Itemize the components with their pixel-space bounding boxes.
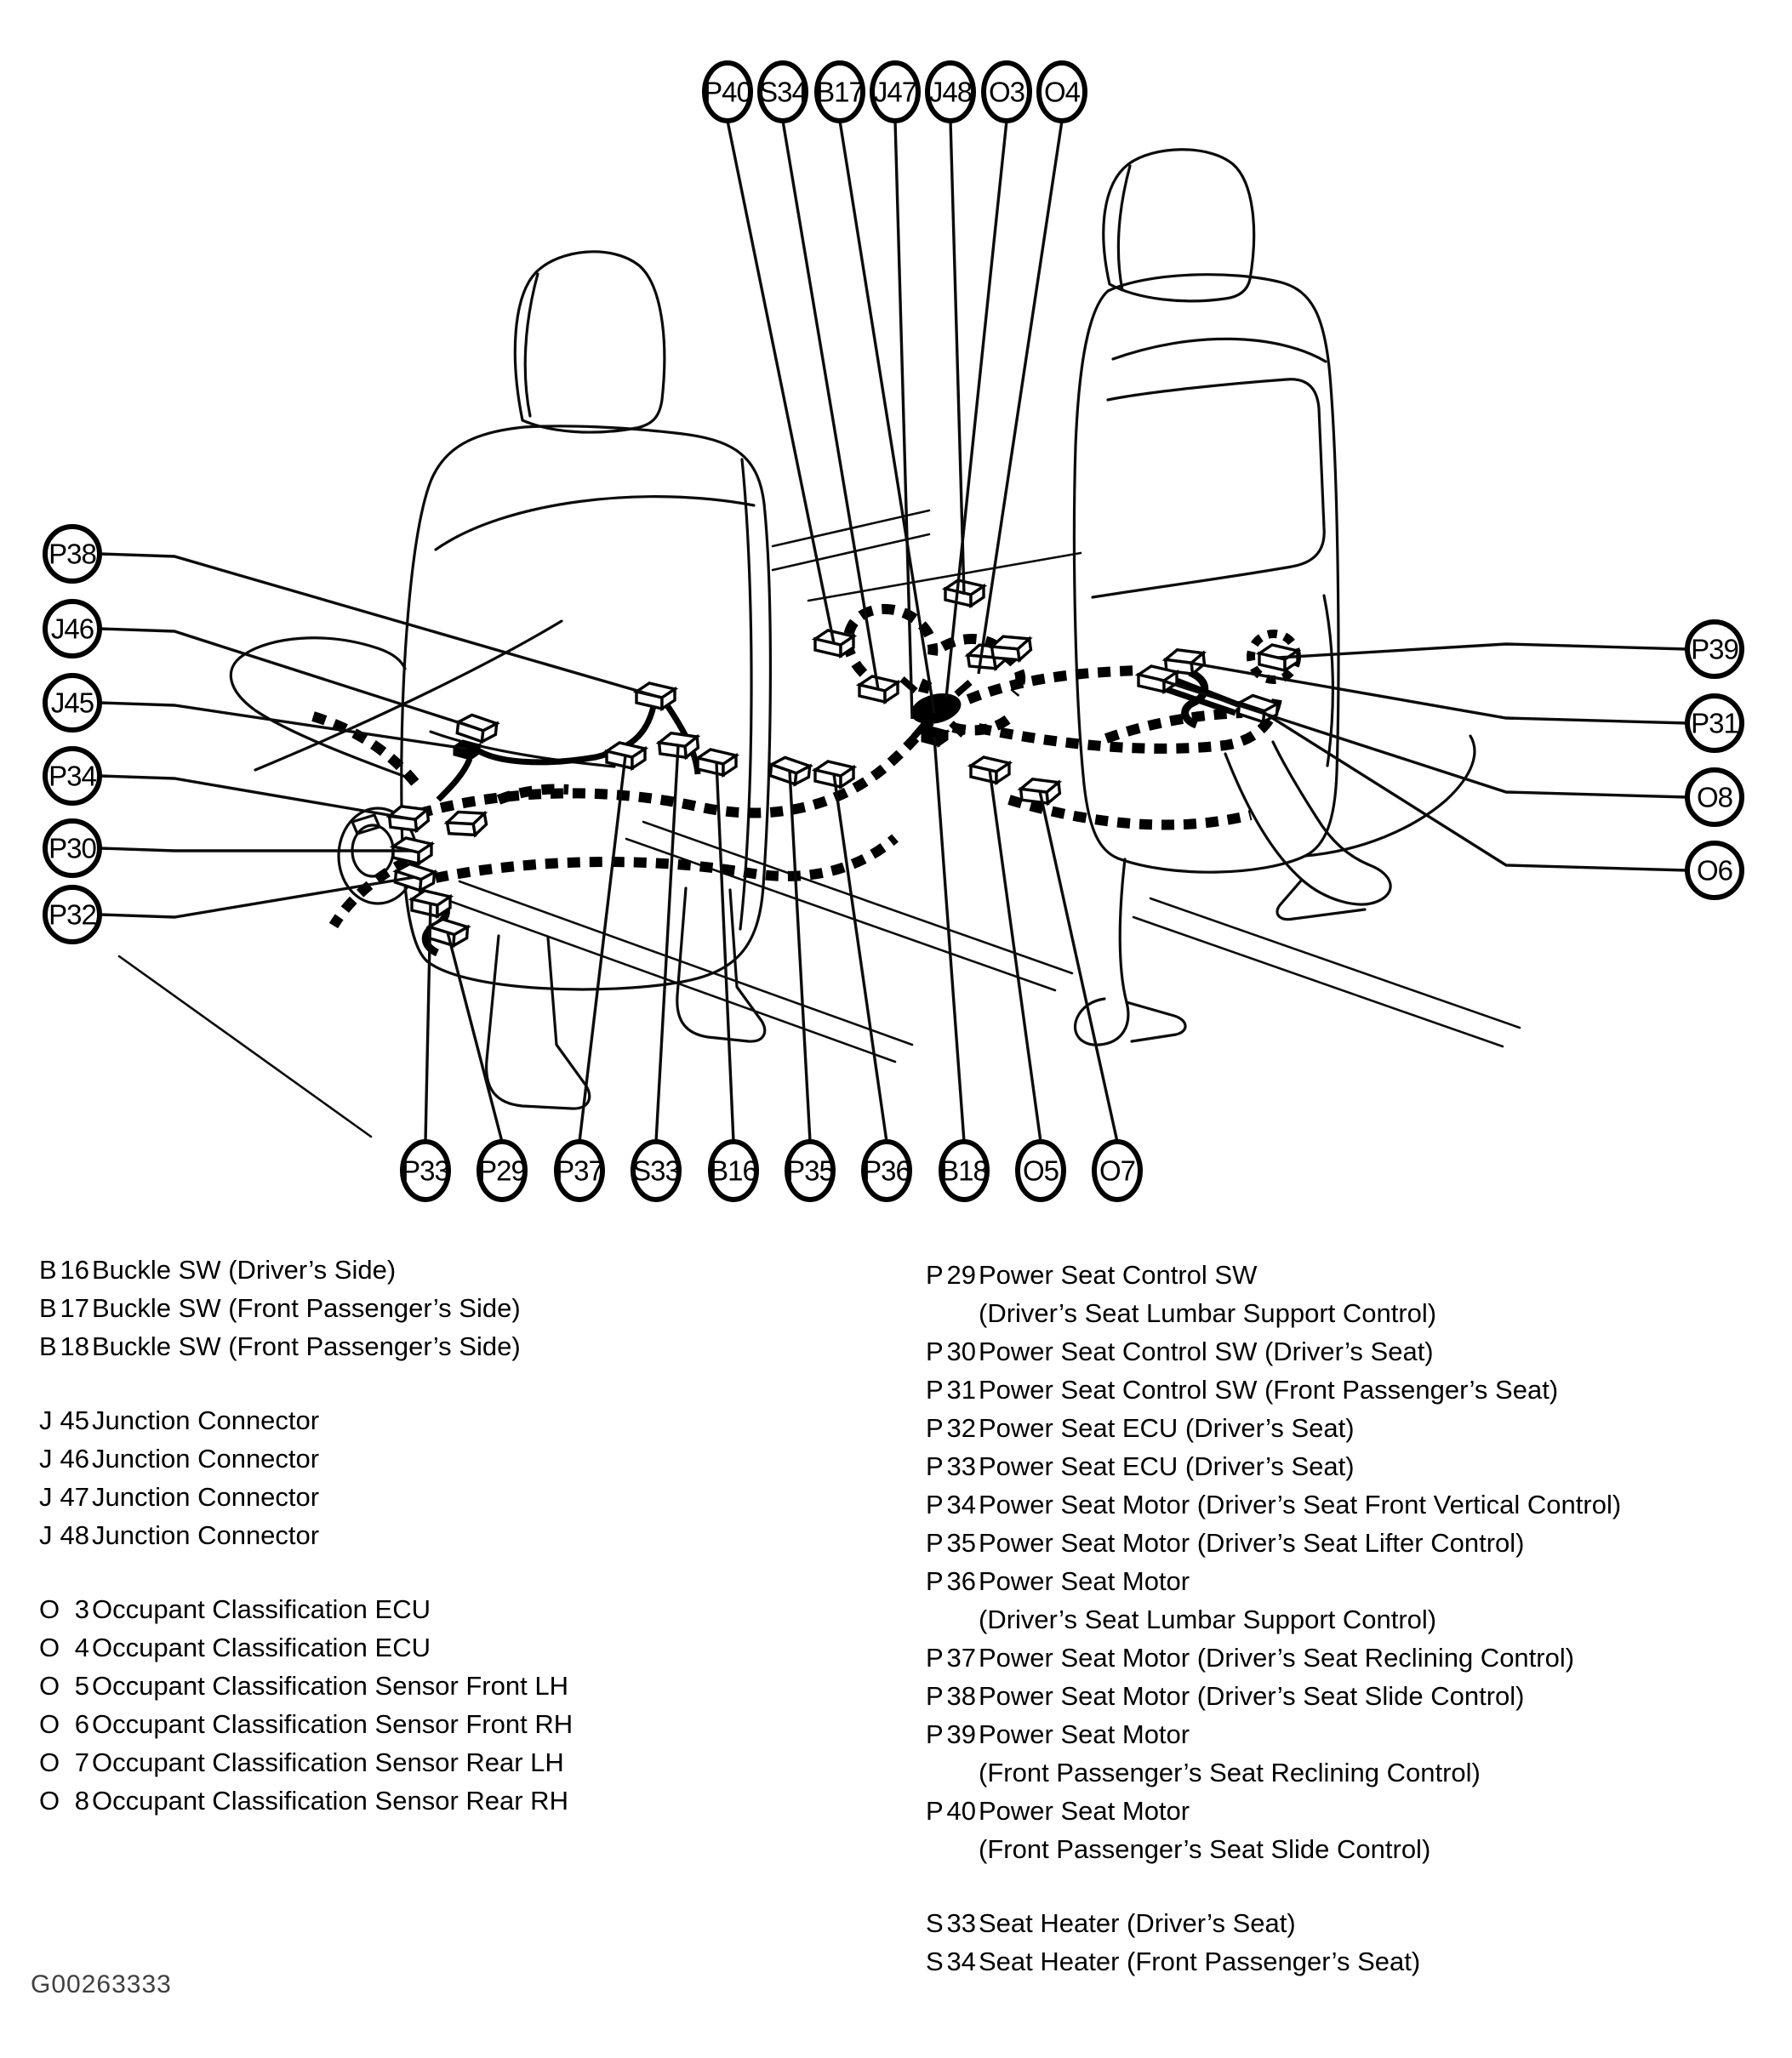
legend-code-letter: O (39, 1747, 60, 1777)
legend-column-right (926, 1256, 1777, 1981)
legend-description (979, 1524, 1524, 1562)
callout-J45 (45, 676, 100, 730)
callout-label: S34 (759, 76, 807, 108)
legend-code (926, 1447, 979, 1485)
legend-code-letter: J (39, 1444, 53, 1474)
legend-code-number: 4 (74, 1633, 89, 1662)
callout-label: O6 (1696, 854, 1733, 886)
legend-description (92, 1478, 319, 1516)
callout-O4 (1039, 63, 1085, 121)
leader-line-O4 (979, 121, 1062, 674)
legend-item-J45 (39, 1401, 890, 1439)
legend-code-number: 30 (946, 1337, 976, 1366)
legend-description (979, 1256, 1436, 1332)
legend-description (979, 1447, 1355, 1485)
legend-item-B16 (39, 1251, 890, 1289)
leader-line-P30 (100, 848, 412, 851)
legend-item-O4 (39, 1628, 890, 1667)
callout-O3 (984, 63, 1030, 121)
callout-label: J45 (50, 687, 94, 719)
legend-description (92, 1289, 521, 1327)
legend-code-letter: P (926, 1451, 944, 1481)
legend-description-line: (Driver’s Seat Lumbar Support Control) (979, 1298, 1437, 1328)
legend-description (979, 1792, 1430, 1868)
legend-item-S34 (926, 1942, 1777, 1981)
legend-description (979, 1485, 1621, 1524)
legend-description-line: Power Seat ECU (Driver’s Seat) (979, 1413, 1355, 1443)
legend-code (926, 1562, 979, 1600)
legend-description (92, 1705, 573, 1743)
legend-item-S33 (926, 1904, 1777, 1942)
callout-label: P39 (1691, 633, 1738, 665)
legend-description-line: Power Seat Control SW (979, 1260, 1258, 1290)
callout-O8 (1687, 770, 1742, 824)
legend-description (979, 1677, 1524, 1715)
legend-code-letter: P (926, 1719, 944, 1749)
callout-B18 (940, 1142, 988, 1200)
callout-label: P32 (49, 898, 96, 931)
legend-description (979, 1371, 1558, 1409)
legend-description-line: Occupant Classification Sensor Rear LH (92, 1747, 564, 1777)
driver-seat-back (402, 426, 771, 989)
legend-code-letter: B (39, 1255, 57, 1285)
legend-code-number: 39 (946, 1719, 976, 1749)
legend-code-number: 38 (946, 1681, 976, 1711)
callout-label: O5 (1022, 1154, 1059, 1187)
legend-description (979, 1409, 1355, 1447)
callout-bubbles (45, 63, 1742, 1200)
leader-line-P37 (579, 755, 625, 1142)
callout-label: P35 (786, 1154, 834, 1187)
callout-J46 (45, 601, 100, 656)
legend-code (39, 1743, 92, 1782)
legend-code-number: 48 (60, 1520, 89, 1550)
legend-description-line: Occupant Classification Sensor Rear RH (92, 1786, 568, 1816)
legend-code-number: 33 (946, 1908, 976, 1938)
legend-code-letter: S (926, 1908, 944, 1938)
legend-code-letter: P (926, 1528, 944, 1558)
leader-line-J46 (100, 629, 477, 728)
legend-code-number: 34 (946, 1947, 976, 1976)
legend-description (979, 1715, 1481, 1792)
legend-description (92, 1439, 319, 1478)
legend-code (39, 1782, 92, 1820)
legend-item-P29 (926, 1256, 1777, 1332)
legend-code-letter: P (926, 1643, 944, 1673)
legend-description (979, 1942, 1420, 1981)
legend-description-line: Power Seat Motor (Driver’s Seat Slide Control) (979, 1681, 1525, 1711)
legend-item-O7 (39, 1743, 890, 1782)
callout-label: P36 (863, 1154, 910, 1187)
legend-code-number: 18 (60, 1331, 89, 1361)
legend-code-letter: O (39, 1594, 60, 1624)
legend-code-letter: P (926, 1260, 944, 1290)
callout-P33 (402, 1142, 449, 1200)
legend-code-number: 32 (946, 1413, 976, 1443)
legend-code-number: 5 (74, 1671, 89, 1701)
leader-line-O3 (946, 121, 1007, 698)
legend-code-number: 33 (946, 1451, 976, 1481)
legend-description-line: Buckle SW (Driver’s Side) (92, 1255, 397, 1285)
leader-line-P38 (100, 554, 655, 696)
callout-J48 (927, 63, 973, 121)
legend-code-number: 29 (946, 1260, 976, 1290)
legend-description-line: Power Seat Control SW (Front Passenger’s Seat) (979, 1375, 1559, 1405)
legend-code-number: 17 (60, 1293, 89, 1323)
callout-label: P31 (1691, 707, 1738, 739)
legend-code-letter: O (39, 1633, 60, 1662)
legend-code-number: 16 (60, 1255, 89, 1285)
leader-line-S34 (783, 121, 878, 689)
legend-description-line: (Front Passenger’s Seat Slide Control) (979, 1834, 1431, 1864)
legend-code-number: 8 (74, 1786, 89, 1816)
legend-description-line: Power Seat Control SW (Driver’s Seat) (979, 1337, 1434, 1366)
legend-description (979, 1332, 1434, 1371)
legend-item-O6 (39, 1705, 890, 1743)
legend-description-line: Occupant Classification ECU (92, 1633, 431, 1662)
legend-code-letter: P (926, 1413, 944, 1443)
callout-P34 (45, 749, 100, 803)
callout-label: P38 (49, 538, 96, 570)
legend-code (926, 1524, 979, 1562)
callout-J47 (872, 63, 918, 121)
legend-item-O8 (39, 1782, 890, 1820)
callout-label: B16 (710, 1154, 757, 1187)
legend-item-P30 (926, 1332, 1777, 1371)
callout-label: J47 (873, 76, 917, 108)
callout-label: B18 (940, 1154, 988, 1187)
callout-P40 (704, 63, 751, 121)
legend-code (39, 1516, 92, 1554)
legend-code-letter: P (926, 1490, 944, 1519)
legend-description-line: (Front Passenger’s Seat Reclining Control) (979, 1758, 1481, 1787)
legend-description-line: Power Seat Motor (979, 1566, 1190, 1596)
legend-description-line: Power Seat ECU (Driver’s Seat) (979, 1451, 1355, 1481)
legend-description (92, 1327, 521, 1365)
legend-code-letter: B (39, 1293, 57, 1323)
callout-B17 (816, 63, 864, 121)
callout-P35 (786, 1142, 834, 1200)
legend-item-P35 (926, 1524, 1777, 1562)
legend-item-B17 (39, 1289, 890, 1327)
legend-description-line: Seat Heater (Driver’s Seat) (979, 1908, 1296, 1938)
legend-code-letter: J (39, 1482, 53, 1512)
legend-code-letter: S (926, 1947, 944, 1976)
leader-line-P29 (448, 932, 502, 1142)
legend-code (926, 1942, 979, 1981)
legend-code (39, 1251, 92, 1289)
legend-item-P33 (926, 1447, 1777, 1485)
callout-P37 (556, 1142, 603, 1200)
leader-line-J48 (950, 121, 964, 595)
callout-leaders (100, 121, 1687, 1142)
legend-description (979, 1562, 1436, 1639)
legend-description-line: Buckle SW (Front Passenger’s Side) (92, 1331, 521, 1361)
legend-code (926, 1792, 979, 1830)
legend-item-J47 (39, 1478, 890, 1516)
legend-item-P40 (926, 1792, 1777, 1868)
callout-label: B17 (816, 76, 864, 108)
legend-description-line: Power Seat Motor (Driver’s Seat Reclining Control) (979, 1643, 1575, 1673)
legend-code (39, 1289, 92, 1327)
callout-label: O3 (988, 76, 1025, 108)
callout-O6 (1687, 843, 1742, 898)
legend-code-number: 3 (74, 1594, 89, 1624)
callout-label: J48 (928, 76, 973, 108)
legend-code-letter: O (39, 1671, 60, 1701)
legend-code (926, 1904, 979, 1942)
legend-code-number: 6 (74, 1709, 89, 1739)
legend-description (979, 1904, 1296, 1942)
legend-item-O5 (39, 1667, 890, 1705)
legend-description (979, 1639, 1574, 1677)
callout-label: P30 (49, 832, 96, 864)
legend-code (926, 1485, 979, 1524)
leader-line-J47 (895, 121, 912, 719)
callout-B16 (710, 1142, 757, 1200)
callout-P31 (1687, 696, 1742, 750)
legend-code-letter: P (926, 1566, 944, 1596)
callout-P32 (45, 887, 100, 942)
legend-item-P37 (926, 1639, 1777, 1677)
legend-code (39, 1327, 92, 1365)
legend-description (92, 1516, 319, 1554)
legend-code-letter: O (39, 1786, 60, 1816)
leader-line-B16 (716, 762, 733, 1142)
legend-item-B18 (39, 1327, 890, 1365)
legend-code (926, 1256, 979, 1294)
legend-code-number: 37 (946, 1643, 976, 1673)
legend-code-letter: P (926, 1796, 944, 1826)
legend-item-P31 (926, 1371, 1777, 1409)
legend-code (926, 1639, 979, 1677)
legend-item-P39 (926, 1715, 1777, 1792)
callout-S33 (632, 1142, 680, 1200)
legend-code-number: 47 (60, 1482, 89, 1512)
passenger-headrest (1104, 150, 1254, 301)
legend-code (39, 1478, 92, 1516)
legend-code-number: 40 (946, 1796, 976, 1826)
legend-description-line: Junction Connector (92, 1482, 320, 1512)
callout-P38 (45, 527, 100, 581)
callout-label: P29 (478, 1154, 526, 1187)
legend-description-line: Power Seat Motor (Driver’s Seat Lifter Control) (979, 1528, 1525, 1558)
callout-label: P37 (556, 1154, 603, 1187)
legend-description-line: Occupant Classification ECU (92, 1594, 431, 1624)
legend-code (926, 1715, 979, 1753)
callout-O7 (1094, 1142, 1140, 1200)
legend-code (39, 1439, 92, 1478)
legend-code-number: 35 (946, 1528, 976, 1558)
legend-description (92, 1251, 396, 1289)
callout-label: P33 (402, 1154, 449, 1187)
legend-description (92, 1628, 431, 1667)
leader-line-O5 (990, 770, 1041, 1142)
legend-description-line: Junction Connector (92, 1520, 320, 1550)
callout-label: O4 (1043, 76, 1081, 108)
legend-item-P38 (926, 1677, 1777, 1715)
callout-O5 (1018, 1142, 1064, 1200)
legend-item-P36 (926, 1562, 1777, 1639)
legend-code (39, 1590, 92, 1628)
legend-code (39, 1667, 92, 1705)
callout-label: P34 (49, 760, 96, 792)
callout-label: O8 (1696, 781, 1733, 813)
legend-code-number: 46 (60, 1444, 89, 1474)
figure-code: G00263333 (31, 1970, 172, 1998)
callout-P36 (863, 1142, 910, 1200)
legend-code (926, 1371, 979, 1409)
callout-P39 (1687, 622, 1742, 676)
legend-code-letter: B (39, 1331, 57, 1361)
legend-code (926, 1677, 979, 1715)
leader-line-B18 (934, 737, 964, 1142)
legend-description-line: Occupant Classification Sensor Front RH (92, 1709, 574, 1739)
legend-code-number: 7 (74, 1747, 89, 1777)
legend-description-line: Junction Connector (92, 1444, 320, 1474)
legend-code (926, 1332, 979, 1371)
legend-description-line: Power Seat Motor (979, 1796, 1190, 1826)
legend-description-line: Power Seat Motor (979, 1719, 1190, 1749)
legend-description (92, 1667, 568, 1705)
legend-item-P32 (926, 1409, 1777, 1447)
legend-item-J46 (39, 1439, 890, 1478)
callout-P30 (45, 821, 100, 875)
legend-code (39, 1628, 92, 1667)
legend-code-letter: P (926, 1337, 944, 1366)
legend-code-letter: P (926, 1681, 944, 1711)
legend-code (39, 1705, 92, 1743)
leader-line-P36 (834, 774, 887, 1142)
legend-description-line: Power Seat Motor (Driver’s Seat Front Vertical Control) (979, 1490, 1622, 1519)
legend-item-P34 (926, 1485, 1777, 1524)
callout-label: S33 (632, 1154, 680, 1187)
legend-code-letter: P (926, 1375, 944, 1405)
legend-description (92, 1590, 431, 1628)
callout-label: J46 (50, 613, 94, 645)
leader-line-P35 (790, 771, 810, 1142)
legend-item-J48 (39, 1516, 890, 1554)
legend-description (92, 1782, 568, 1820)
legend-column-left (39, 1251, 890, 1820)
legend-description-line: Junction Connector (92, 1405, 320, 1435)
legend-code-letter: J (39, 1405, 53, 1435)
legend-code (39, 1401, 92, 1439)
legend-description-line: Occupant Classification Sensor Front LH (92, 1671, 568, 1701)
legend-code-letter: O (39, 1709, 60, 1739)
legend-description (92, 1743, 564, 1782)
legend-description-line: Seat Heater (Front Passenger’s Seat) (979, 1947, 1421, 1976)
legend-code-number: 36 (946, 1566, 976, 1596)
legend-code-number: 31 (946, 1375, 976, 1405)
legend-description-line: (Driver’s Seat Lumbar Support Control) (979, 1605, 1437, 1634)
legend-item-O3 (39, 1590, 890, 1628)
legend-code-number: 34 (946, 1490, 976, 1519)
leader-line-P40 (728, 121, 834, 643)
legend-code-number: 45 (60, 1405, 89, 1435)
legend-description (92, 1401, 319, 1439)
callout-P29 (478, 1142, 526, 1200)
passenger-seat-back (1074, 275, 1338, 872)
legend-code (926, 1409, 979, 1447)
legend-description-line: Buckle SW (Front Passenger’s Side) (92, 1293, 521, 1323)
callout-label: O7 (1099, 1154, 1136, 1187)
callout-S34 (759, 63, 807, 121)
callout-label: P40 (704, 76, 751, 108)
legend-code-letter: J (39, 1520, 53, 1550)
